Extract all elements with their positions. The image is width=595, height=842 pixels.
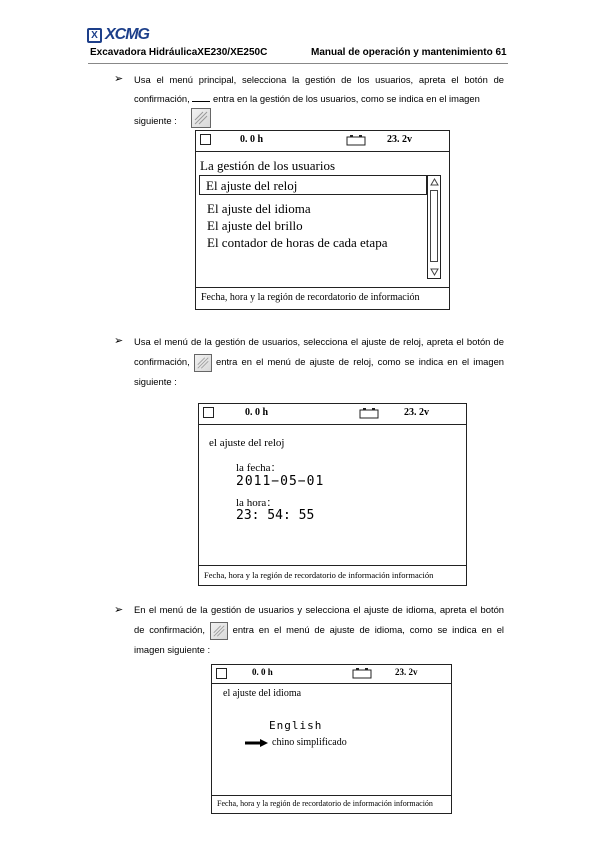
status-box-icon: [200, 134, 211, 145]
bullet-icon: ➢: [114, 335, 124, 347]
menu-item-language[interactable]: El ajuste del idioma: [207, 201, 311, 216]
selection-arrow-icon: [245, 739, 269, 747]
scroll-up-icon[interactable]: [430, 178, 439, 186]
confirm-button-icon: [194, 354, 212, 372]
status-box-icon: [203, 407, 214, 418]
section1-text-c: siguiente :: [134, 115, 177, 126]
xcmg-logo: [87, 26, 149, 44]
menu-item-hour-counter[interactable]: El contador de horas de cada etapa: [207, 235, 388, 250]
scroll-thumb[interactable]: [430, 190, 438, 262]
section2-text-a: Usa el menú de la gestión de usuarios, selecciona el ajuste de reloj, apreta el botón de confirmación,: [134, 336, 504, 367]
header-manual-page: Manual de operación y mantenimiento 61: [311, 47, 507, 58]
voltage-readout: 23. 2v: [404, 407, 429, 418]
confirm-button-icon: [191, 108, 211, 128]
language-option-english[interactable]: English: [269, 719, 323, 732]
menu-item-clock[interactable]: El ajuste del reloj: [206, 178, 298, 193]
user-management-screen: [195, 130, 450, 310]
hour-meter: 0. 0 h: [240, 134, 264, 145]
screen-footer: Fecha, hora y la región de recordatorio de información información: [212, 795, 451, 813]
hour-meter: 0. 0 h: [252, 667, 273, 677]
menu-item-brightness[interactable]: El ajuste del brillo: [207, 218, 303, 233]
bullet-icon: ➢: [114, 73, 124, 85]
time-value[interactable]: 23: 54: 55: [236, 508, 315, 523]
section1-text-b: entra en la gestión de los usuarios, como se indica en el imagen: [212, 93, 480, 104]
section3-paragraph: [134, 600, 504, 660]
menu-item-selected-frame[interactable]: [199, 175, 427, 195]
section2-text-b: entra en el menú de ajuste de reloj, como se indica en el imagen siguiente :: [134, 356, 505, 387]
confirm-button-icon: [210, 622, 228, 640]
date-label: la fecha：: [236, 462, 282, 474]
section3-text-a: En el menú de la gestión de usuarios y selecciona el ajuste de idioma, apreta el botón de confirmación,: [134, 604, 504, 635]
battery-icon: [352, 668, 372, 679]
logo-text: XCMG: [105, 26, 149, 43]
time-label: la hora：: [236, 497, 278, 509]
scrollbar[interactable]: [427, 175, 441, 279]
screen-footer: Fecha, hora y la región de recordatorio de información: [196, 287, 449, 309]
voltage-readout: 23. 2v: [395, 667, 418, 677]
clock-setting-screen: [198, 403, 467, 586]
header-divider: [88, 63, 508, 64]
section2-paragraph: [134, 332, 504, 392]
screen-footer: Fecha, hora y la región de recordatorio de información información: [199, 565, 466, 585]
hour-meter: 0. 0 h: [245, 407, 269, 418]
bullet-icon: ➢: [114, 604, 124, 616]
status-bar: [199, 404, 466, 425]
language-setting-screen: [211, 664, 452, 814]
screen-title: el ajuste del reloj: [209, 437, 285, 449]
status-bar: [212, 665, 451, 684]
screen-title: La gestión de los usuarios: [200, 158, 336, 173]
section3-text-b: entra en el menú de ajuste de idioma, como se indica en el imagen siguiente :: [134, 624, 504, 655]
section1-paragraph: [134, 70, 504, 108]
language-option-chinese[interactable]: chino simplificado: [272, 737, 347, 748]
status-box-icon: [216, 668, 227, 679]
status-bar: [196, 131, 449, 152]
section1-text-a: Usa el menú principal, selecciona la gestión de los usuarios, apreta el botón de confirmación,: [134, 74, 504, 104]
voltage-readout: 23. 2v: [387, 134, 412, 145]
battery-icon: [359, 408, 379, 419]
logo-mark-icon: X: [87, 28, 102, 43]
scroll-down-icon[interactable]: [430, 268, 439, 276]
header-model-title: Excavadora HidráulicaXE230/XE250C: [90, 47, 268, 58]
date-value[interactable]: 2011−05−01: [236, 474, 325, 489]
blank-line: [192, 93, 210, 102]
screen-title: el ajuste del idioma: [223, 688, 302, 699]
battery-icon: [346, 135, 366, 146]
